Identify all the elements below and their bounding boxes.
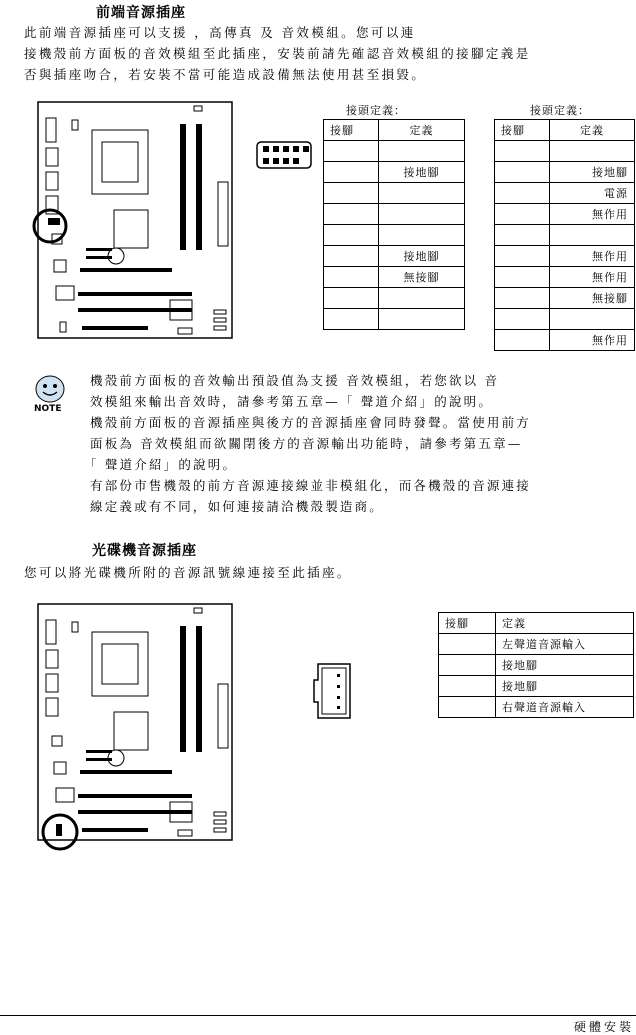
table-caption-left: 接頭定義： bbox=[346, 104, 406, 117]
pin-cell bbox=[324, 288, 379, 309]
definition-cell: 接地腳 bbox=[550, 162, 635, 183]
note-line: 線定義或有不同，如何連接請洽機殼製造商。 bbox=[90, 499, 385, 514]
front-audio-description bbox=[24, 22, 531, 85]
note-icon bbox=[28, 371, 72, 413]
table-row bbox=[324, 225, 465, 246]
definition-cell bbox=[550, 141, 635, 162]
footer-rule bbox=[0, 1015, 636, 1016]
table-caption-right: 接頭定義： bbox=[530, 104, 590, 117]
header-definition: 定義 bbox=[379, 120, 465, 141]
table-header-row bbox=[495, 120, 635, 141]
header-pin: 接腳 bbox=[495, 120, 550, 141]
header-pin: 接腳 bbox=[439, 613, 496, 634]
table-row bbox=[324, 288, 465, 309]
definition-cell bbox=[379, 204, 465, 225]
table-row bbox=[439, 697, 634, 718]
pin-cell bbox=[495, 246, 550, 267]
pin-table-left bbox=[323, 119, 465, 330]
pin-cell bbox=[495, 162, 550, 183]
table-row bbox=[439, 676, 634, 697]
pin-cell bbox=[439, 676, 496, 697]
footer-text: 硬體安裝 bbox=[573, 1020, 634, 1034]
definition-cell bbox=[379, 183, 465, 204]
note-text-block bbox=[84, 370, 532, 517]
pin-cell bbox=[324, 225, 379, 246]
definition-cell: 接地腳 bbox=[496, 676, 634, 697]
pin-cell bbox=[324, 309, 379, 330]
table-row bbox=[495, 225, 635, 246]
table-row bbox=[495, 267, 635, 288]
definition-cell: 無作用 bbox=[550, 204, 635, 225]
table-row bbox=[495, 288, 635, 309]
pin-cell bbox=[495, 330, 550, 351]
pin-cell bbox=[439, 697, 496, 718]
pin-cell bbox=[495, 309, 550, 330]
section-title-front-audio: 前端音源插座 bbox=[96, 5, 186, 21]
section-title-cd-audio: 光碟機音源插座 bbox=[92, 543, 197, 559]
table-header-row bbox=[439, 613, 634, 634]
definition-cell: 無接腳 bbox=[550, 288, 635, 309]
definition-cell: 無作用 bbox=[550, 246, 635, 267]
description-line: 此前端音源插座可以支援 ，高傳真 及 音效模組。您可以連 bbox=[24, 25, 416, 40]
pin-cell bbox=[324, 267, 379, 288]
note-line: 面板為 音效模組而欲關閉後方的音源輸出功能時，請參考第五章— bbox=[90, 436, 523, 451]
definition-cell bbox=[550, 309, 635, 330]
pin-cell bbox=[439, 655, 496, 676]
table-row bbox=[324, 267, 465, 288]
table-row bbox=[439, 655, 634, 676]
motherboard-diagram-front-audio bbox=[30, 100, 236, 342]
pin-cell bbox=[324, 246, 379, 267]
header-pin: 接腳 bbox=[324, 120, 379, 141]
definition-cell bbox=[379, 309, 465, 330]
pin-cell bbox=[495, 141, 550, 162]
definition-cell bbox=[379, 141, 465, 162]
table-row bbox=[495, 141, 635, 162]
definition-cell bbox=[550, 225, 635, 246]
pin-cell bbox=[324, 204, 379, 225]
table-row bbox=[495, 246, 635, 267]
note-line: 機殼前方面板的音效輸出預設值為支援 音效模組，若您欲以 音 bbox=[90, 373, 500, 388]
ten-pin-header-icon bbox=[255, 138, 315, 172]
definition-cell: 左聲道音源輸入 bbox=[496, 634, 634, 655]
pin-cell bbox=[495, 204, 550, 225]
definition-cell: 無作用 bbox=[550, 267, 635, 288]
four-pin-connector-icon bbox=[312, 660, 356, 722]
note-line: 機殼前方面板的音源插座與後方的音源插座會同時發聲。當使用前方 bbox=[90, 415, 532, 430]
pin-table-cd bbox=[438, 612, 634, 718]
pin-cell bbox=[324, 141, 379, 162]
table-row bbox=[324, 309, 465, 330]
table-header-row bbox=[324, 120, 465, 141]
pin-table-right bbox=[494, 119, 635, 351]
note-label: NOTE bbox=[34, 404, 62, 413]
header-definition: 定義 bbox=[496, 613, 634, 634]
table-row bbox=[324, 141, 465, 162]
description-line: 否與插座吻合，若安裝不當可能造成設備無法使用甚至損毀。 bbox=[24, 67, 427, 82]
highlight-circle-f-audio bbox=[34, 210, 66, 242]
description-line: 接機殼前方面板的音效模組至此插座，安裝前請先確認音效模組的接腳定義是 bbox=[24, 46, 531, 61]
note-line: 有部份市售機殼的前方音源連接線並非模組化，而各機殼的音源連接 bbox=[90, 478, 532, 493]
motherboard-diagram-cd-audio bbox=[30, 602, 236, 854]
header-definition: 定義 bbox=[550, 120, 635, 141]
pin-cell bbox=[495, 183, 550, 204]
note-line: 「 聲道介紹」的說明。 bbox=[84, 457, 238, 472]
table-row bbox=[439, 634, 634, 655]
table-row bbox=[495, 309, 635, 330]
table-row bbox=[324, 183, 465, 204]
table-row bbox=[324, 204, 465, 225]
pin-cell bbox=[324, 162, 379, 183]
definition-cell: 接地腳 bbox=[379, 246, 465, 267]
definition-cell: 接地腳 bbox=[379, 162, 465, 183]
table-row bbox=[324, 162, 465, 183]
cd-audio-description: 您可以將光碟機所附的音源訊號線連接至此插座。 bbox=[24, 565, 352, 580]
definition-cell: 接地腳 bbox=[496, 655, 634, 676]
pin-cell bbox=[495, 288, 550, 309]
definition-cell: 無作用 bbox=[550, 330, 635, 351]
pin-cell bbox=[324, 183, 379, 204]
pin-cell bbox=[495, 267, 550, 288]
table-row bbox=[495, 204, 635, 225]
pin-cell bbox=[439, 634, 496, 655]
definition-cell bbox=[379, 225, 465, 246]
table-row bbox=[495, 162, 635, 183]
table-row bbox=[324, 246, 465, 267]
definition-cell: 電源 bbox=[550, 183, 635, 204]
table-row bbox=[495, 183, 635, 204]
definition-cell bbox=[379, 288, 465, 309]
pin-cell bbox=[495, 225, 550, 246]
note-line: 效模組來輸出音效時，請參考第五章—「 聲道介紹」的說明。 bbox=[90, 394, 494, 409]
table-row bbox=[495, 330, 635, 351]
definition-cell: 右聲道音源輸入 bbox=[496, 697, 634, 718]
definition-cell: 無接腳 bbox=[379, 267, 465, 288]
